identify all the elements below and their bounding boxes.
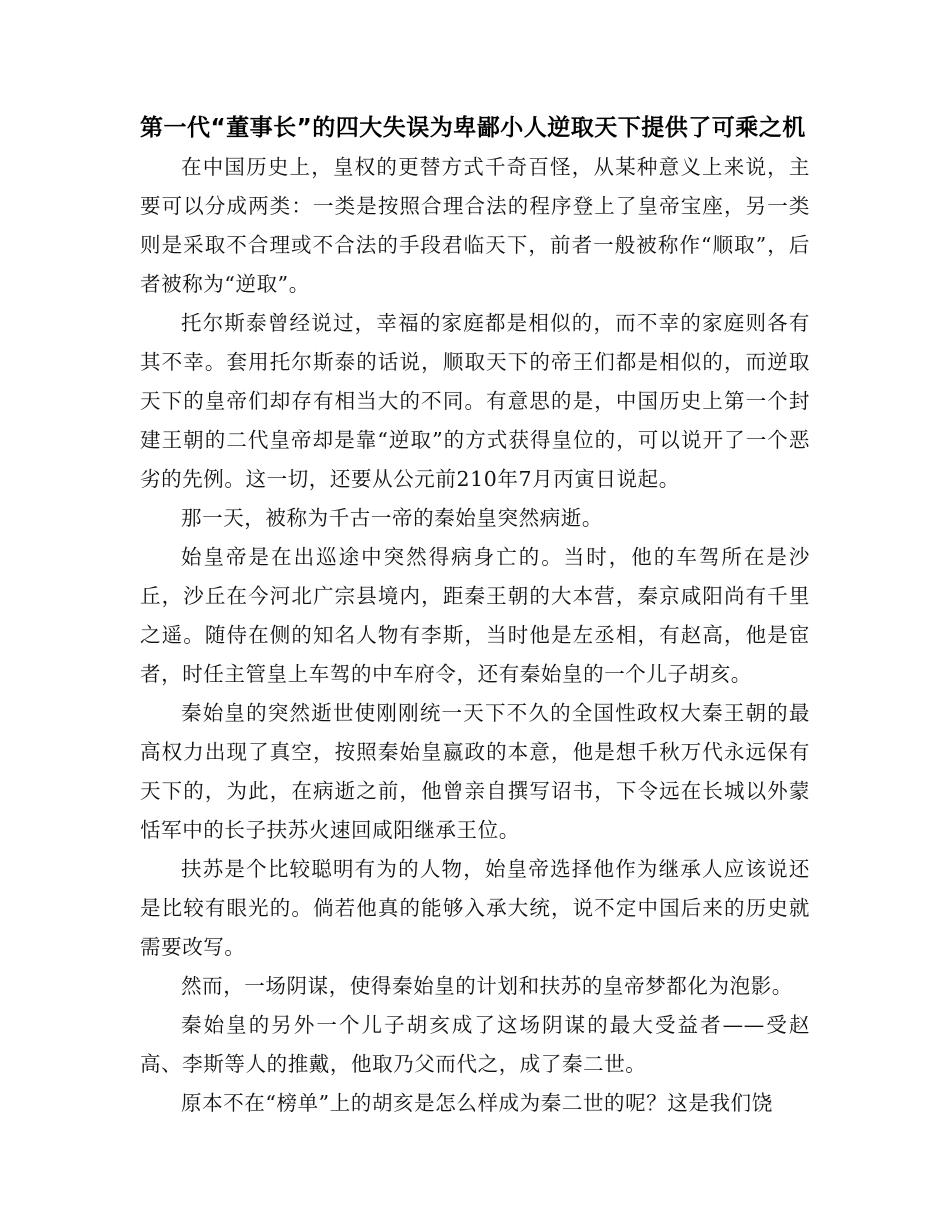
- paragraph: 托尔斯泰曾经说过，幸福的家庭都是相似的，而不幸的家庭则各有其不幸。套用托尔斯泰的话说，顺取天下的帝王们都是相似的，而逆取天下的皇帝们却存有相当大的不同。有意思的是，中国历史上第一个封建王朝的二代皇帝却是靠“逆取”的方式获得皇位的，可以说开了一个恶劣的先例。这一切，还要从公元前210年7月丙寅日说起。: [140, 311, 810, 491]
- document-body: [140, 114, 810, 1123]
- paragraph: 然而，一场阴谋，使得秦始皇的计划和扶苏的皇帝梦都化为泡影。: [181, 974, 793, 998]
- paragraph: 秦始皇的突然逝世使刚刚统一天下不久的全国性政权大秦王朝的最高权力出现了真空，按照秦始皇嬴政的本意，他是想千秋万代永远保有天下的，为此，在病逝之前，他曾亲自撰写诏书，下令远在长城以外蒙恬军中的长子扶苏火速回咸阳继承王位。: [140, 701, 810, 842]
- paragraph: 那一天，被称为千古一帝的秦始皇突然病逝。: [181, 506, 603, 530]
- document-title: 第一代“董事长”的四大失误为卑鄙小人逆取天下提供了可乘之机: [140, 115, 806, 141]
- paragraph: 始皇帝是在出巡途中突然得病身亡的。当时，他的车驾所在是沙丘，沙丘在今河北广宗县境内，距秦王朝的大本营，秦京咸阳尚有千里之遥。随侍在侧的知名人物有李斯，当时他是左丞相，有赵高，他是宦者，时任主管皇上车驾的中车府令，还有秦始皇的一个儿子胡亥。: [140, 545, 810, 686]
- paragraph: 秦始皇的另外一个儿子胡亥成了这场阴谋的最大受益者——受赵高、李斯等人的推戴，他取乃父而代之，成了秦二世。: [140, 1013, 810, 1076]
- paragraph: 原本不在“榜单”上的胡亥是怎么样成为秦二世的呢？这是我们饶: [181, 1091, 773, 1115]
- paragraph: 在中国历史上，皇权的更替方式千奇百怪，从某种意义上来说，主要可以分成两类：一类是按照合理合法的程序登上了皇帝宝座，另一类则是采取不合理或不合法的手段君临天下，前者一般被称作“顺取”，后者被称为“逆取”。: [140, 155, 810, 296]
- paragraph: 扶苏是个比较聪明有为的人物，始皇帝选择他作为继承人应该说还是比较有眼光的。倘若他真的能够入承大统，说不定中国后来的历史就需要改写。: [140, 857, 810, 959]
